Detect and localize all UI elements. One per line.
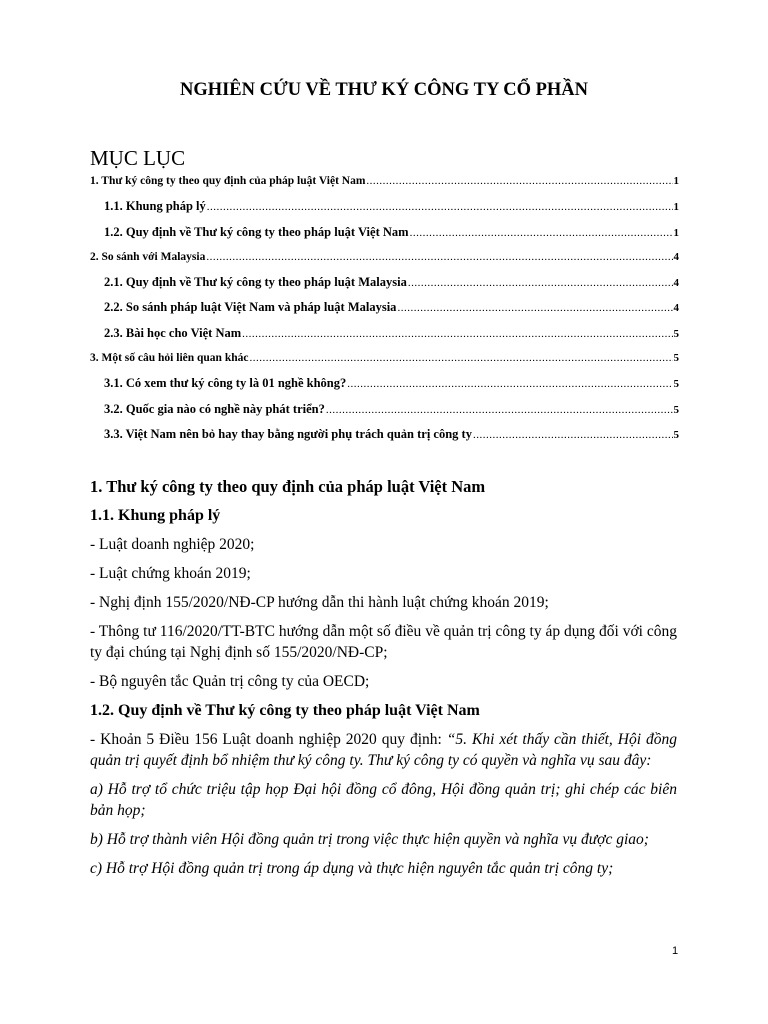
legal-framework-item: - Luật chứng khoán 2019; — [90, 565, 251, 582]
toc-item-label: 3.3. Việt Nam nên bỏ hay thay bằng người phụ trách quản trị công ty — [104, 426, 472, 441]
quoted-provision — [90, 729, 677, 771]
toc-item[interactable] — [90, 172, 679, 197]
table-of-contents — [90, 172, 679, 450]
toc-item[interactable] — [90, 248, 679, 273]
provision-item: b) Hỗ trợ thành viên Hội đồng quản trị trong việc thực hiện quyền và nghĩa vụ được giao; — [90, 831, 649, 848]
toc-item-label: 2.2. So sánh pháp luật Việt Nam và pháp luật Malaysia — [104, 300, 397, 315]
document-body — [90, 476, 677, 887]
toc-item-label: 2.1. Quy định về Thư ký công ty theo pháp luật Malaysia — [104, 275, 407, 290]
toc-item-page: 5 — [673, 378, 679, 391]
toc-leader-dots — [242, 325, 672, 343]
toc-leader-dots — [249, 349, 672, 367]
toc-item-page: 4 — [673, 250, 679, 263]
toc-item-label: 3.1. Có xem thư ký công ty là 01 nghề không? — [104, 376, 347, 391]
toc-leader-dots — [366, 172, 672, 190]
toc-item[interactable] — [90, 197, 679, 222]
toc-item-page: 5 — [673, 403, 679, 416]
toc-item[interactable] — [90, 223, 679, 248]
toc-item[interactable] — [90, 400, 679, 425]
toc-item-page: 1 — [673, 175, 679, 187]
toc-item-page: 5 — [673, 327, 679, 340]
toc-item-page: 4 — [673, 302, 679, 315]
toc-item-label: 1. Thư ký công ty theo quy định của pháp luật Việt Nam — [90, 175, 366, 187]
provision-quote: “5. Khi xét thấy cần thiết, Hội đồng quản trị quyết định bổ nhiệm thư ký công ty. Thư ký công ty có quyền và nghĩa vụ sau đây: — [90, 731, 677, 769]
toc-item-label: 1.1. Khung pháp lý — [104, 199, 206, 214]
section-heading: 1. Thư ký công ty theo quy định của pháp luật Việt Nam — [90, 477, 486, 496]
toc-item[interactable] — [90, 298, 679, 323]
subsection-heading: 1.2. Quy định về Thư ký công ty theo pháp luật Việt Nam — [90, 702, 480, 719]
toc-heading: MỤC LỤC — [90, 146, 186, 170]
legal-framework-item: - Luật doanh nghiệp 2020; — [90, 536, 255, 553]
legal-framework-item: - Bộ nguyên tắc Quản trị công ty của OECD; — [90, 673, 370, 690]
toc-leader-dots — [347, 375, 672, 393]
toc-item[interactable] — [90, 324, 679, 349]
provision-intro: - Khoản 5 Điều 156 Luật doanh nghiệp 2020 quy định: — [90, 731, 447, 748]
toc-item-label: 3. Một số câu hỏi liên quan khác — [90, 352, 249, 365]
toc-item-page: 5 — [673, 352, 679, 365]
toc-item-label: 1.2. Quy định về Thư ký công ty theo pháp luật Việt Nam — [104, 224, 409, 239]
toc-item-page: 1 — [673, 226, 679, 239]
toc-item-label: 2.3. Bài học cho Việt Nam — [104, 325, 242, 340]
toc-item[interactable] — [90, 425, 679, 450]
toc-item-label: 2. So sánh với Malaysia — [90, 250, 206, 263]
document-title: NGHIÊN CỨU VỀ THƯ KÝ CÔNG TY CỔ PHẦN — [179, 80, 589, 100]
toc-leader-dots — [473, 426, 673, 444]
provision-item: a) Hỗ trợ tổ chức triệu tập họp Đại hội đồng cổ đông, Hội đồng quản trị; ghi chép các biên bản họp; — [90, 781, 677, 819]
toc-leader-dots — [206, 248, 672, 266]
toc-leader-dots — [410, 224, 673, 242]
toc-leader-dots — [207, 198, 673, 216]
toc-leader-dots — [408, 274, 673, 292]
toc-item[interactable] — [90, 273, 679, 298]
provision-item: c) Hỗ trợ Hội đồng quản trị trong áp dụng và thực hiện nguyên tắc quản trị công ty; — [90, 860, 614, 877]
subsection-heading: 1.1. Khung pháp lý — [90, 507, 221, 524]
toc-item-label: 3.2. Quốc gia nào có nghề này phát triển? — [104, 401, 325, 416]
toc-item[interactable] — [90, 349, 679, 374]
legal-framework-item: - Nghị định 155/2020/NĐ-CP hướng dẫn thi hành luật chứng khoán 2019; — [90, 594, 549, 611]
toc-item-page: 4 — [673, 277, 679, 290]
toc-item[interactable] — [90, 374, 679, 399]
page-number: 1 — [671, 945, 679, 957]
legal-framework-item: - Thông tư 116/2020/TT-BTC hướng dẫn một số điều về quản trị công ty áp dụng đối với công ty đại chúng tại Nghị định số 155/2020/NĐ-CP; — [90, 623, 677, 661]
toc-leader-dots — [397, 299, 672, 317]
toc-leader-dots — [326, 401, 673, 419]
toc-item-page: 5 — [673, 428, 679, 441]
toc-item-page: 1 — [673, 201, 679, 214]
